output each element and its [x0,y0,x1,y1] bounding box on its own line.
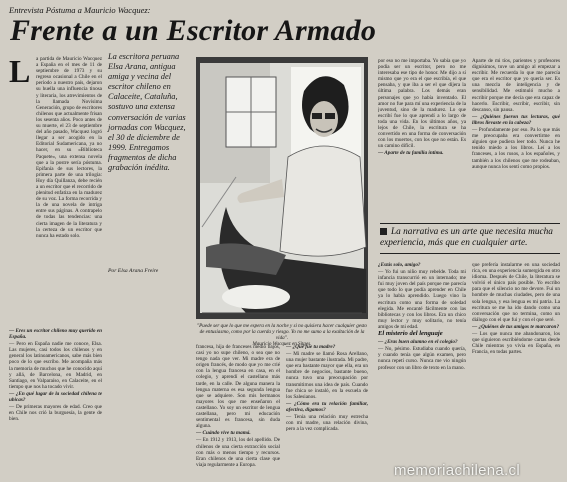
column-3-text: por eso no me importaba. Yo sabía que yo podía ser un escritor, pero no me interesaba ese tipo de honor. Me dijo a sí mismo que yo era el que escribía, el que pensaba, y que iba a ser el que dijera la última palabra. Los demás eran personajes que yo había inventado. El amor no fue para mí una experiencia de la juventud, sino de la madurez. Lo que escribí fue lo que aprendí a lo largo de toda una vida. En los últimos años, ya lejos de Chile, la escritura se ha convertido en una forma de conversación con los muertos, con los que no están. Es un camino difícil. [378,58,466,150]
column-4 [472,58,560,218]
question: — ¿Cómo era tu relación familiar, afectiva, digamos? [286,400,368,413]
intro-deck: La escritora peruana Elsa Arana, antigua amiga y vecina del escritor chileno en Calaceite, Cataluña, sostuvo una extensa conversación de varias jornadas con Wacquez, el 30 de diciembre de 1999. Entregamos fragmentos de dicha grabación inédita. [108,52,186,173]
answer: — Profundamente por eso. Pa lo que más me preocupaba era convertirme en alguien que pudiera leer todo. Nunca he tenido miedo a los libros. Leí a los franceses, a los rusos, a los españoles, y también a los chilenos que me rodeaban, aunque nunca los sentí como propios. [472,127,560,170]
portrait-photo [196,57,368,319]
question: — ¿Quiénes de tus amigos te marcaron? [472,323,560,330]
column-1 [36,56,102,326]
column-5 [378,262,466,458]
column-1-text: a partida de Mauricio Wacquez a España en el mes de 11 de septiembre de 1973 y su regreso ocasional a Chile en el período a nuestro país, dejaron su huella una influencia tinosa y literaria, los atrevimientos de la llamada Novísima Generación, grupo de escritores chilenos que actualmente frisan los sesenta años. Poco antes de su muerte, el 23 de septiembre del año pasado, Wacquez logró llegar a ser acogido en la Editorial Sudamericana, ya no hacer, en su «Biblioteca Paquete», una extensa novela que a la postre sería póstuma. Epifanía de sus lectores, la primera parte de una trilogía: Hoy día Quillanza, debe recién a un escritor que el recorrido de plenitud enfatiza en la madurez de su voz. La forma recorrida y la de una novela de intriga entre sus páginas. A contrapelo de todas las tendencias: una cierta imagen de la literatura y la certeza de un escritor que nunca ha estado solo. [36,56,102,239]
square-bullet-icon [380,228,387,235]
question: — Aparte de tu familia íntima. [378,150,444,157]
kicker: Entrevista Póstuma a Mauricio Wacquez: [9,5,151,15]
question: — Eres un escritor chileno muy querido en España. [9,328,102,341]
question: — ¿Qué fue tu madre? [286,344,336,350]
byline: Por Elsa Arana Freire [108,268,159,274]
column-1-bottom [9,328,102,478]
answer: — Tenía una relación muy estrecha con mi madre, una relación divina, pero a la vez complicada. [286,414,368,433]
column-5-text: — Yo fui un niño muy rebelde. Toda mi infancia transcurrió en un internado; me fui muy joven del país porque me parecía que todo lo que podía aprender en Chile ya lo había aprendido. Luego vino la escritura como una forma de soledad elegida. Me encanté fácilmente con las bibliotecas y con los libros. Era un chico muy lector y muy solitario, no tenía amigos de mi edad. [378,269,466,330]
headline: Frente a un Escritor Armado [10,14,377,47]
question: — Cuándo vive tu mamá. [196,430,251,437]
answer: — Pero en España nadie me conoce, Elsa. Las mujeres, casi todos los chilenos y en general los latinoamericanos, sabe más bien poco de lo que escribo. Me acompaña más la memoria de muchos que he conocido aquí y allá, de Barcelona, en Madrid, en Santiago, en Valparaíso, en Calaceite, en el tiempo que nos ha tocado vivir. [9,341,102,390]
subhead: El misterio del lenguaje [378,330,443,338]
pull-quote [380,223,560,254]
answer: — Los que nunca me abandonaron, los que siguieron escribiéndome cartas desde Chile mientras yo vivía en España, en Francia, en todas partes. [472,331,560,356]
question: ¿Estás solo, amigo? [378,262,421,268]
drop-cap: L [9,53,31,89]
watermark: memoriachilena.cl [394,462,520,479]
pull-quote-text: La narrativa es un arte que necesita mucha experiencia, más que en cualquier arte. [380,227,553,248]
question: — ¿En qué lugar de la sociedad chilena te ubicas? [9,390,102,404]
column-6 [472,262,560,458]
question: — ¿Quiénes fueron tus lecturas, qué libros llevaste en la cabeza? [472,113,560,126]
column-2-text: francesa, hija de franceses medio bajos, casi yo no supe chileno, o sea que no tengo nada que ver. Mi madre era de origen francés, de modo que yo me crié con la lengua francesa en casa, en el colegio, y aprendí el castellano más tarde, en la calle. De alguna manera la lengua materna es esa segunda lengua que se adquiere. Son mis hermanos mayores los que me enseñaron el castellano. Yo soy un escritor de lengua castellana, pero mi educación sentimental es francesa, sin duda alguna. [196,344,280,430]
answer: — No, pésimo. Estudiaba cuando quería, y cuando tenía que algún examen, pero nunca repetí curso. Nunca me vio ningún profesor con un libro de texto en la mano. [378,346,466,371]
answer: — Mi madre se llamó Rosa Arellano, una mujer bastante ilustrada. Mi padre, que era bastante mayor que ella, era un hombre de negocios, bastante bueno, nunca tuvo una preocupación por transmitirnos una idea de país. Cuando fue chica se instaló, en la escuela de los Salesianos. [286,351,368,400]
column-3 [378,58,466,218]
answer: — En 1912 y 1913, los del apellido. De chilenos de una cierta extracción social con más o menos tiempo y recursos. Eran chilenos de una cierta clase que viaja regularmente a Europa. [196,437,280,468]
column-2 [196,344,280,478]
column-4-text: Aparte de mi tíos, parientes y profesores dignísimos, tuve un amigo al empezar a escribir. Me recuerda lo que me parecía que era el escritor que yo quería ser. Es una mezcla de inteligencia y de sensibilidad. Me estimuló mucho a escribir porque me decía que era capaz de hacerlo. Escribir, escribir, escribir, sin descanso, sin pausa. [472,58,560,113]
column-3-bottom [286,344,368,478]
caption-sub: Mauricio Wacquez en Sitges. [252,341,312,347]
caption-quote: "Puede ser que lo que me espera en la noche y si no quisiera hacer cualquier gesto de entusiasmo, como por la cuerda y riesgo. Yo no me sumo a la exaltación de la vida". [197,323,367,341]
column-6-text: que prefería instalarme en una sociedad rica, en una experiencia sumergida en otro idioma. Después de Chile, la literatura se volvió el único país posible. Yo escribo para que el silencio no me devore. Fui un hombre de muchas ciudades, pero de una sola lengua, y esa lengua es mi patria. La escritura se me ha ido dando como una conversación que no termina, como un diálogo con el que fui y con el que seré. [472,262,560,323]
answer: — De primeras mayores de edad. Creo que en Chile nos crió la burguesía, la gente de bien. [9,404,102,423]
question: — ¿Eras buen alumno en el colegio? [378,339,458,346]
portrait-photo-image [196,57,368,319]
